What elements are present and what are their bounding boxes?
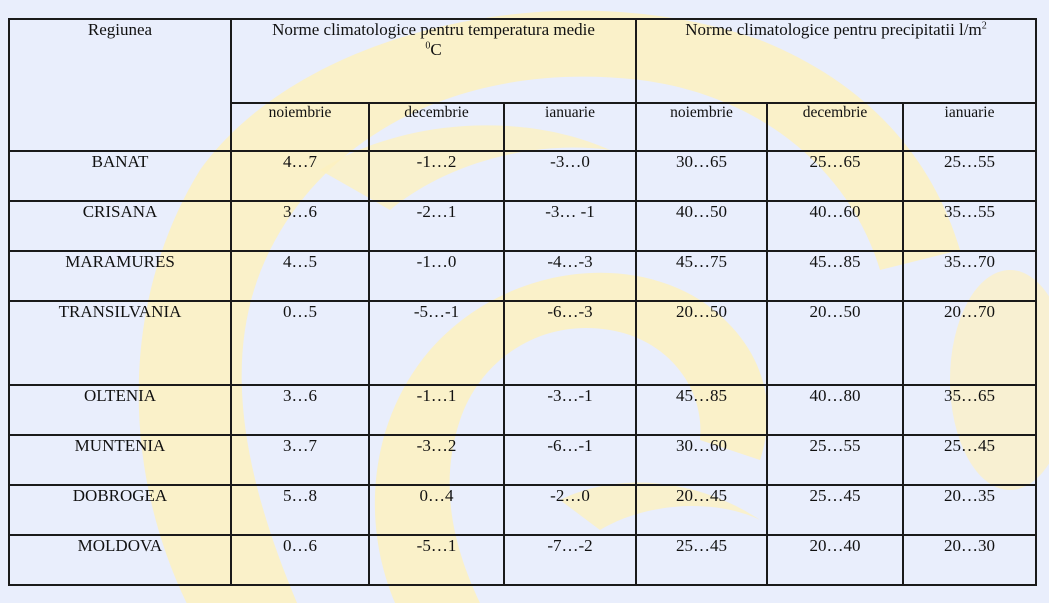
temp-cell: 4…5 [231,251,369,301]
temp-cell: 0…5 [231,301,369,385]
temp-cell: 4…7 [231,151,369,201]
table-row [9,385,1036,435]
temp-cell: -3… -1 [504,201,636,251]
precip-cell: 30…65 [636,151,767,201]
temp-cell: -6…-1 [504,435,636,485]
temp-cell: 0…4 [369,485,504,535]
region-cell: MUNTENIA [9,435,231,485]
temp-cell: 3…7 [231,435,369,485]
region-cell: MARAMURES [9,251,231,301]
temp-cell: -5…-1 [369,301,504,385]
header-precipitation-group: Norme climatologice pentru precipitatii $l/m^2$ [636,19,1036,103]
month-header: noiembrie [231,103,369,151]
precip-cell: 20…30 [903,535,1036,585]
region-cell: DOBROGEA [9,485,231,535]
temp-cell: 0…6 [231,535,369,585]
precip-cell: 45…75 [636,251,767,301]
temp-cell: -7…-2 [504,535,636,585]
temp-cell: -2…1 [369,201,504,251]
precip-cell: 20…50 [767,301,903,385]
month-header: ianuarie [504,103,636,151]
table-row [9,251,1036,301]
precip-cell: 25…45 [767,485,903,535]
precip-cell: 35…70 [903,251,1036,301]
temp-cell: -3…2 [369,435,504,485]
month-header: noiembrie [636,103,767,151]
precip-cell: 45…85 [767,251,903,301]
temp-cell: -4…-3 [504,251,636,301]
precip-cell: 25…55 [903,151,1036,201]
precip-cell: 35…55 [903,201,1036,251]
precip-cell: 25…45 [636,535,767,585]
precip-cell: 20…45 [636,485,767,535]
precip-cell: 40…60 [767,201,903,251]
precip-cell: 25…65 [767,151,903,201]
temp-cell: -3…0 [504,151,636,201]
precip-cell: 40…50 [636,201,767,251]
table-row [9,201,1036,251]
month-header: ianuarie [903,103,1036,151]
precip-cell: 45…85 [636,385,767,435]
precip-cell: 20…35 [903,485,1036,535]
precip-cell: 20…50 [636,301,767,385]
table-row [9,435,1036,485]
region-cell: OLTENIA [9,385,231,435]
region-cell: BANAT [9,151,231,201]
temp-cell: 3…6 [231,201,369,251]
temp-cell: -1…2 [369,151,504,201]
month-header: decembrie [369,103,504,151]
precip-cell: 25…55 [767,435,903,485]
temp-cell: -1…1 [369,385,504,435]
precip-cell: 30…60 [636,435,767,485]
climate-norms-table [8,18,1037,586]
precip-cell: 40…80 [767,385,903,435]
precip-cell: 20…40 [767,535,903,585]
temp-cell: -2…0 [504,485,636,535]
precip-cell: 25…45 [903,435,1036,485]
region-cell: TRANSILVANIA [9,301,231,385]
precip-cell: 20…70 [903,301,1036,385]
temp-cell: 3…6 [231,385,369,435]
temp-cell: -1…0 [369,251,504,301]
temp-cell: -3…-1 [504,385,636,435]
temp-cell: 5…8 [231,485,369,535]
temp-cell: -6…-3 [504,301,636,385]
table-row [9,301,1036,385]
region-cell: MOLDOVA [9,535,231,585]
region-cell: CRISANA [9,201,231,251]
precip-cell: 35…65 [903,385,1036,435]
table-row [9,535,1036,585]
header-temperature-group: Norme climatologice pentru temperatura medie $^0$C [231,19,636,103]
table-row [9,485,1036,535]
temp-cell: -5…1 [369,535,504,585]
month-header: decembrie [767,103,903,151]
header-region: Regiunea [9,19,231,151]
table-row [9,151,1036,201]
